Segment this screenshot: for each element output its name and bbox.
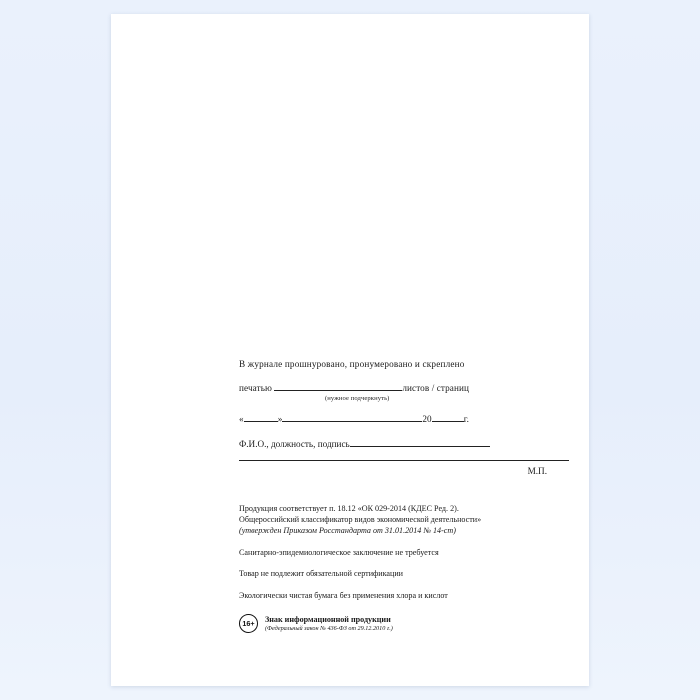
note-okved-line-2: Общероссийский классификатор видов экономической деятельности» [239,514,482,524]
note-sanitary: Санитарно-эпидемиологическое заключение не требуется [239,547,439,557]
note-okved [239,504,569,537]
note-certification: Товар не подлежит обязательной сертификации [239,569,404,579]
date-year-suffix: г. [463,414,469,425]
journal-underline-hint: (нужное подчеркнуть) [325,395,390,402]
date-year-prefix: 20 [422,414,432,425]
date-day-blank[interactable] [244,421,278,422]
note-okved-line-3: (утвержден Приказом Росстандарта от 31.01.2014 № 14-ст) [239,525,456,535]
signatory-blank[interactable] [350,446,490,447]
information-mark-texts [265,615,393,633]
signatory-label: Ф.И.О., должность, подпись [239,438,350,449]
journal-seal-label: печатью [239,382,272,393]
document-content [239,359,569,633]
information-mark-title: Знак информационной продукции [265,614,391,624]
note-okved-line-1: Продукция соответствует п. 18.12 «ОК 029-2014 (КДЕС Ред. 2). [239,503,459,513]
signatory-blank-second-line[interactable] [239,459,569,461]
journal-line-3 [239,414,569,426]
journal-seal-blank[interactable] [274,390,402,391]
journal-sheets-label: листов / страниц [402,382,469,393]
date-quote-close: » [277,414,283,425]
journal-line-2 [239,383,569,404]
document-page [111,14,589,686]
date-year-blank[interactable] [432,421,464,422]
date-quote-open: « [239,414,244,425]
information-mark-law: (Федеральный закон № 436-ФЗ от 29.12.2010 г.) [265,625,393,633]
date-month-blank[interactable] [282,421,422,422]
stamp-place-label: М.П. [527,466,547,477]
journal-line-1: В журнале прошнуровано, пронумеровано и скреплено [239,359,465,369]
age-rating-icon: 16+ [239,614,258,633]
note-eco-paper: Экологически чистая бумага без применения хлора и кислот [239,591,448,601]
information-product-mark [239,614,569,633]
journal-line-4 [239,439,569,451]
product-notes-block [239,504,569,634]
journal-certification-block [239,359,569,478]
